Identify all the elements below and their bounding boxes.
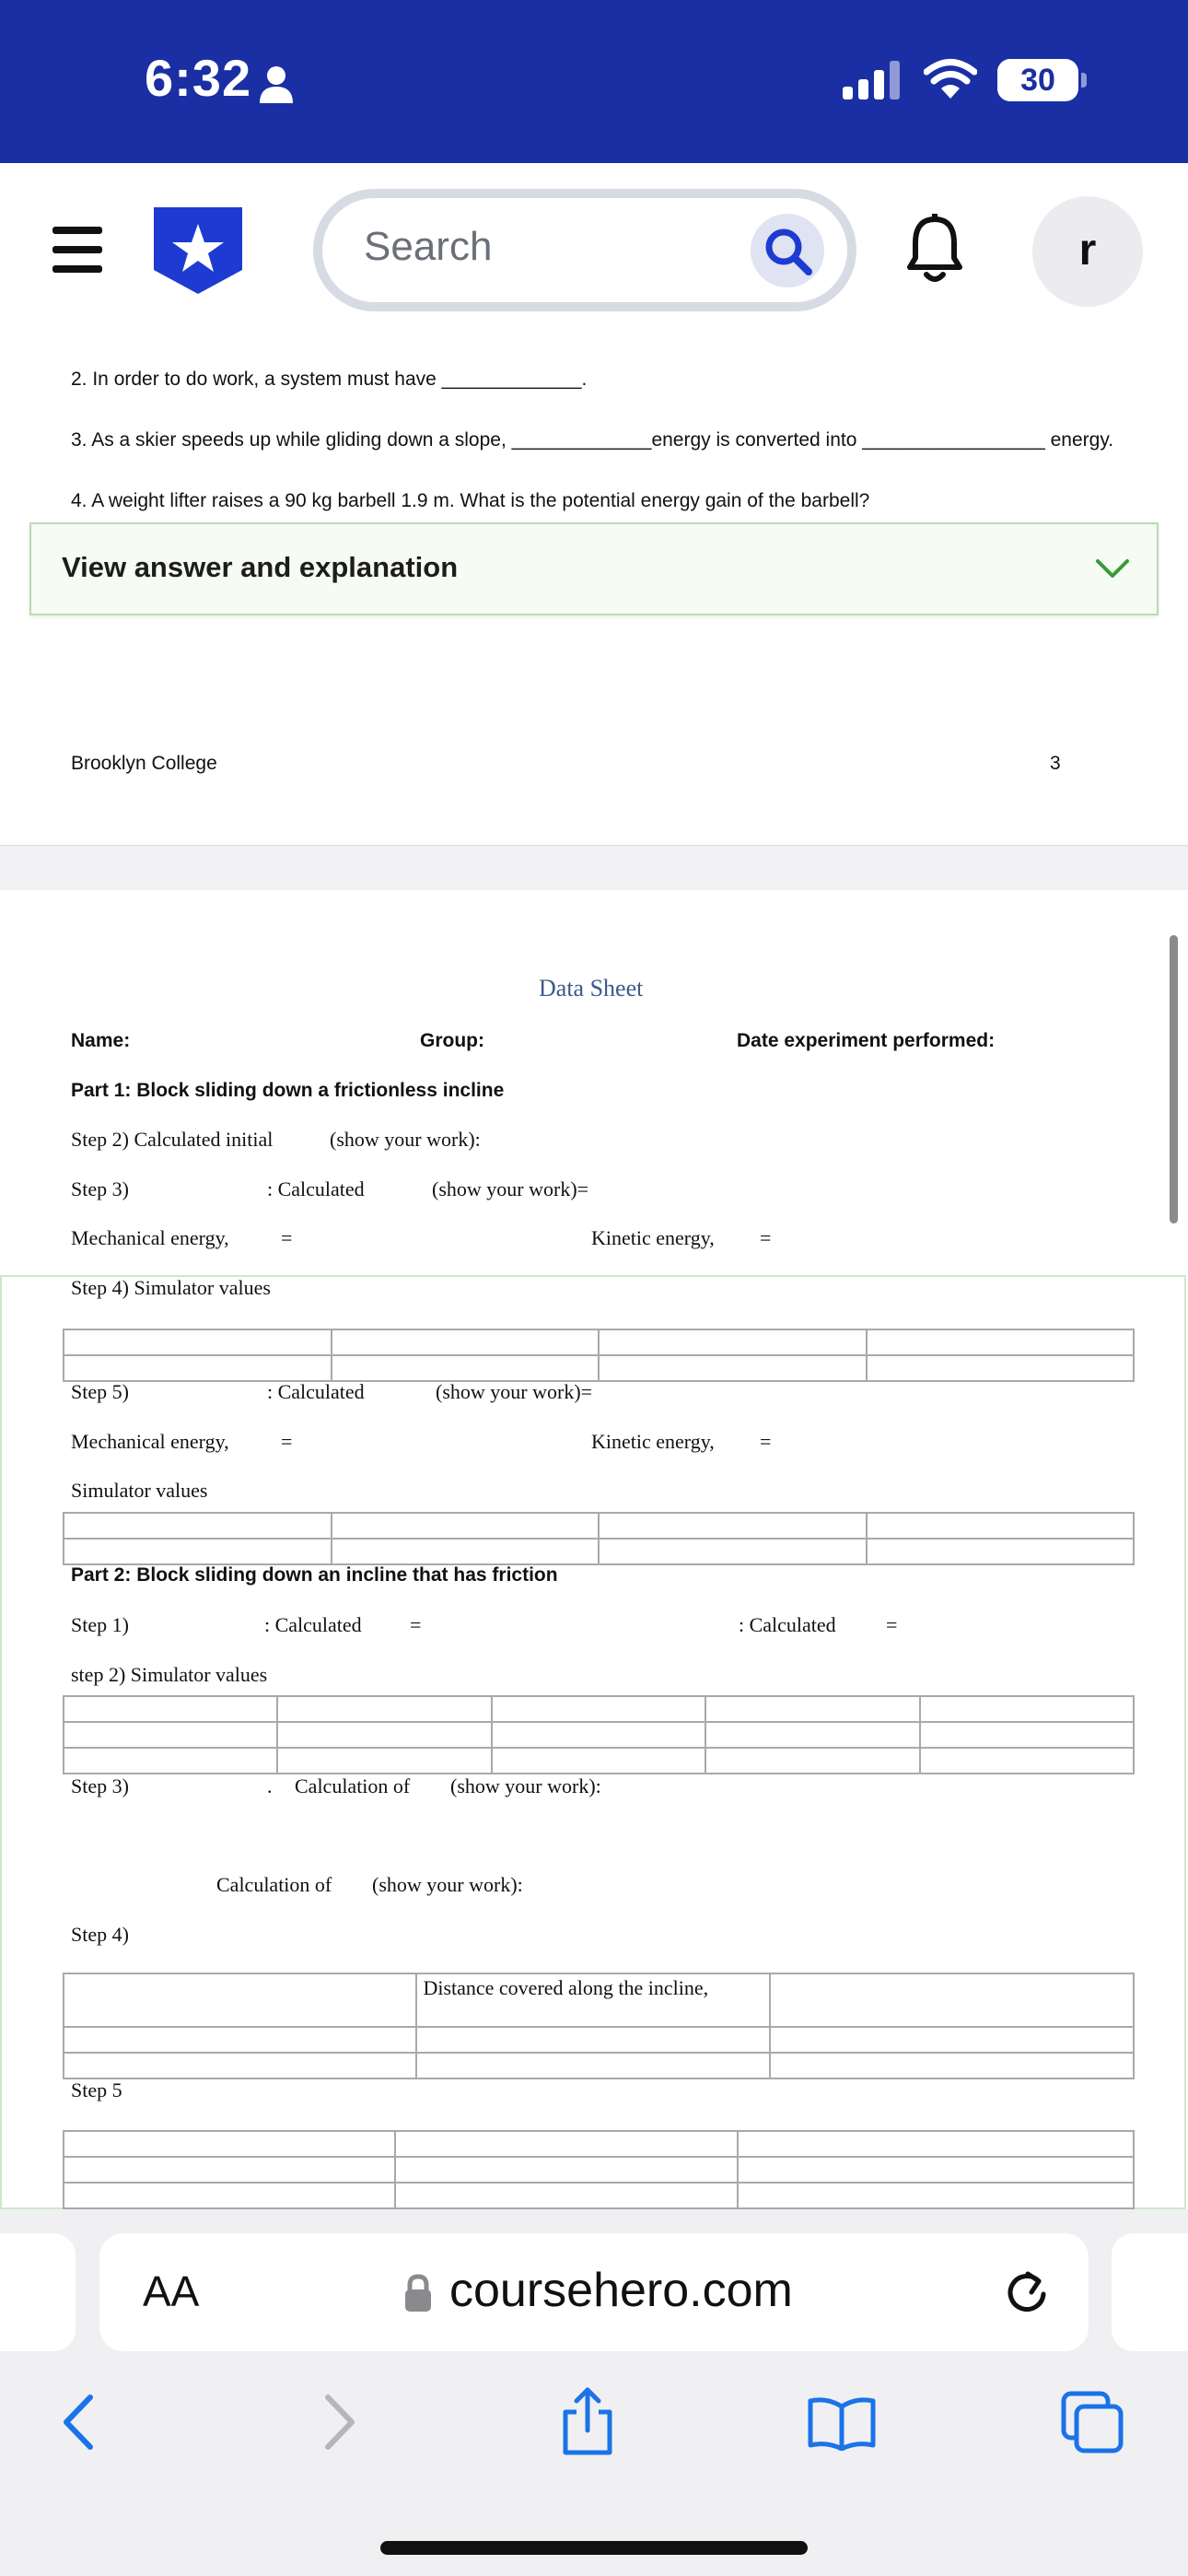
- p2-step2-label: step 2) Simulator values: [71, 1663, 268, 1686]
- battery-tip: [1081, 73, 1087, 88]
- question-4: 4. A weight lifter raises a 90 kg barbell 1.9 m. What is the potential energy gain of the barbell?: [71, 490, 870, 511]
- step2-label: Step 2) Calculated initial: [71, 1128, 274, 1151]
- group-label: Group:: [420, 1030, 484, 1051]
- equals-5: =: [410, 1613, 422, 1636]
- step3-work: (show your work)=: [432, 1177, 589, 1200]
- doc-footer-institution: Brooklyn College: [71, 753, 217, 774]
- battery-icon: [997, 59, 1078, 101]
- step4-label: Step 4) Simulator values: [71, 1276, 271, 1299]
- p2-calc-work: (show your work):: [372, 1873, 523, 1896]
- step5-calc: : Calculated: [267, 1380, 365, 1403]
- simulator-table-1: [63, 1329, 1135, 1382]
- text-size-button[interactable]: AA: [143, 2267, 200, 2315]
- distance-table: [63, 1973, 1135, 2079]
- p2-step3-label: Step 3): [71, 1774, 129, 1797]
- page-separator: [0, 846, 1188, 890]
- wifi-icon: [924, 58, 977, 100]
- back-arrow-icon[interactable]: [60, 2394, 97, 2451]
- simulator-table-3: [63, 1695, 1135, 1774]
- name-label: Name:: [71, 1030, 131, 1051]
- p2-step1-label: Step 1): [71, 1613, 129, 1636]
- simulator-values-label: Simulator values: [71, 1479, 208, 1502]
- view-answer-label: View answer and explanation: [62, 551, 459, 583]
- forward-arrow-icon[interactable]: [321, 2394, 358, 2451]
- mechanical-energy-2: Mechanical energy,: [71, 1430, 229, 1453]
- p2-step5-label: Step 5: [71, 2078, 122, 2102]
- kinetic-energy-1: Kinetic energy,: [591, 1226, 715, 1249]
- step2-work: (show your work):: [330, 1128, 481, 1151]
- hamburger-menu-icon[interactable]: [52, 227, 102, 273]
- reload-icon[interactable]: [1004, 2266, 1050, 2316]
- step5-table: [63, 2130, 1135, 2209]
- p2-calc-label: Calculation of: [216, 1873, 332, 1896]
- person-icon: [258, 64, 295, 103]
- cellular-signal-icon: [843, 61, 903, 100]
- equals-2: =: [760, 1226, 772, 1249]
- p2-step1-calc-a: : Calculated: [264, 1613, 362, 1636]
- equals-6: =: [886, 1613, 898, 1636]
- url-text[interactable]: coursehero.com: [449, 2264, 793, 2317]
- data-sheet-title: Data Sheet: [539, 975, 644, 1001]
- date-label: Date experiment performed:: [737, 1030, 996, 1051]
- search-button[interactable]: [751, 214, 824, 287]
- step5-label: Step 5): [71, 1380, 129, 1403]
- p2-step3-work: (show your work):: [450, 1774, 601, 1797]
- step3-label: Step 3): [71, 1177, 129, 1200]
- p2-step1-calc-b: : Calculated: [739, 1613, 836, 1636]
- equals-3: =: [281, 1430, 293, 1453]
- chevron-down-icon[interactable]: [1095, 556, 1130, 580]
- user-avatar[interactable]: r: [1032, 196, 1143, 307]
- equals-4: =: [760, 1430, 772, 1453]
- status-time: 6:32: [145, 49, 252, 107]
- home-indicator: [380, 2541, 808, 2555]
- step3-calc: : Calculated: [267, 1177, 365, 1200]
- tabs-icon[interactable]: [1060, 2390, 1124, 2454]
- question-2: 2. In order to do work, a system must have _____________.: [71, 369, 588, 390]
- question-3: 3. As a skier speeds up while gliding down a slope, _____________energy is converted into _________________ energy.: [71, 429, 1114, 451]
- p2-step4-label: Step 4): [71, 1923, 129, 1946]
- bookmarks-icon[interactable]: [807, 2395, 877, 2451]
- part1-heading: Part 1: Block sliding down a frictionless incline: [71, 1080, 505, 1101]
- search-placeholder: Search: [364, 224, 493, 269]
- battery-percent: 30: [1020, 63, 1055, 98]
- share-icon[interactable]: [560, 2386, 615, 2456]
- distance-header-cell: Distance covered along the incline,: [416, 1973, 769, 2027]
- lock-icon: [403, 2274, 433, 2313]
- scrollbar[interactable]: [1170, 935, 1178, 1224]
- kinetic-energy-2: Kinetic energy,: [591, 1430, 715, 1453]
- step5-work: (show your work)=: [436, 1380, 593, 1403]
- p2-step3-calc: Calculation of: [295, 1774, 411, 1797]
- search-icon: [763, 226, 814, 277]
- doc-page-number: 3: [1050, 753, 1061, 774]
- mechanical-energy-1: Mechanical energy,: [71, 1226, 229, 1249]
- previous-tab-preview[interactable]: [0, 2233, 76, 2351]
- part2-heading: Part 2: Block sliding down an incline that has friction: [71, 1564, 558, 1586]
- coursehero-logo-icon[interactable]: [154, 207, 242, 294]
- simulator-table-2: [63, 1512, 1135, 1565]
- equals-1: =: [281, 1226, 293, 1249]
- next-tab-preview[interactable]: [1112, 2233, 1188, 2351]
- notification-bell-icon[interactable]: [906, 214, 963, 286]
- p2-step3-dot: .: [267, 1774, 273, 1797]
